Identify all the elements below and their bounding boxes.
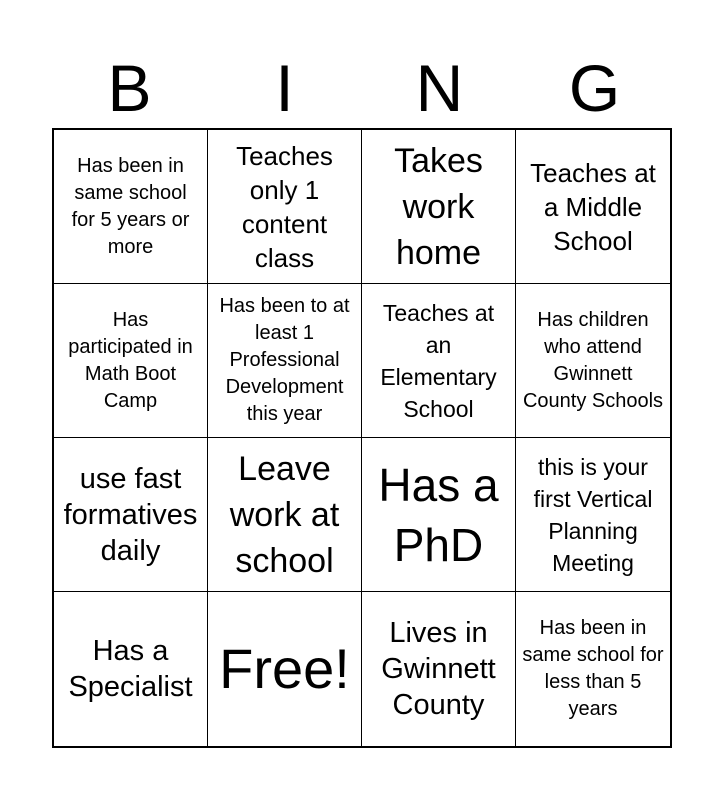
cell-text: Takes work home xyxy=(394,141,483,272)
bingo-cell[interactable] xyxy=(208,284,362,438)
cell-text: Has children who attend Gwinnett County Schools xyxy=(522,308,664,412)
cell-text: Teaches at a Middle School xyxy=(530,157,656,256)
cell-text: Lives in Gwinnett County xyxy=(381,617,496,721)
bingo-cell[interactable] xyxy=(516,592,670,746)
bingo-cell[interactable] xyxy=(54,438,208,592)
header-letter-g: G xyxy=(568,51,621,125)
cell-text: Leave work at school xyxy=(229,449,340,580)
bingo-cell[interactable] xyxy=(516,438,670,592)
header-letter-n: N xyxy=(415,51,464,125)
cell-text: use fast formatives daily xyxy=(63,462,198,567)
bingo-board xyxy=(52,128,672,748)
bingo-cell[interactable] xyxy=(362,130,516,284)
bingo-header xyxy=(52,52,672,124)
bingo-cell[interactable] xyxy=(362,438,516,592)
bingo-cell[interactable] xyxy=(54,592,208,746)
bingo-cell[interactable] xyxy=(208,130,362,284)
cell-text: Has been in same school for 5 years or more xyxy=(71,154,190,258)
cell-text: Has been in same school for less than 5 years xyxy=(522,617,664,720)
cell-text: Has participated in Math Boot Camp xyxy=(68,308,193,412)
bingo-cell[interactable] xyxy=(516,284,670,438)
header-letter-b: B xyxy=(107,51,152,125)
bingo-cell[interactable] xyxy=(362,592,516,746)
header-letter-i: I xyxy=(275,51,294,125)
cell-text: Teaches only 1 content class xyxy=(236,140,333,273)
cell-text: Has a PhD xyxy=(378,458,499,571)
bingo-cell[interactable] xyxy=(54,284,208,438)
bingo-cell[interactable] xyxy=(54,130,208,284)
cell-text: this is your first Vertical Planning Meeting xyxy=(533,453,653,576)
free-space-text: Free! xyxy=(219,637,350,700)
bingo-cell[interactable] xyxy=(516,130,670,284)
cell-text: Has a Specialist xyxy=(68,635,193,703)
bingo-cell[interactable] xyxy=(362,284,516,438)
free-space-cell[interactable] xyxy=(208,592,362,746)
cell-text: Teaches at an Elementary School xyxy=(380,299,497,422)
cell-text: Has been to at least 1 Professional Development this year xyxy=(219,295,350,425)
bingo-cell[interactable] xyxy=(208,438,362,592)
